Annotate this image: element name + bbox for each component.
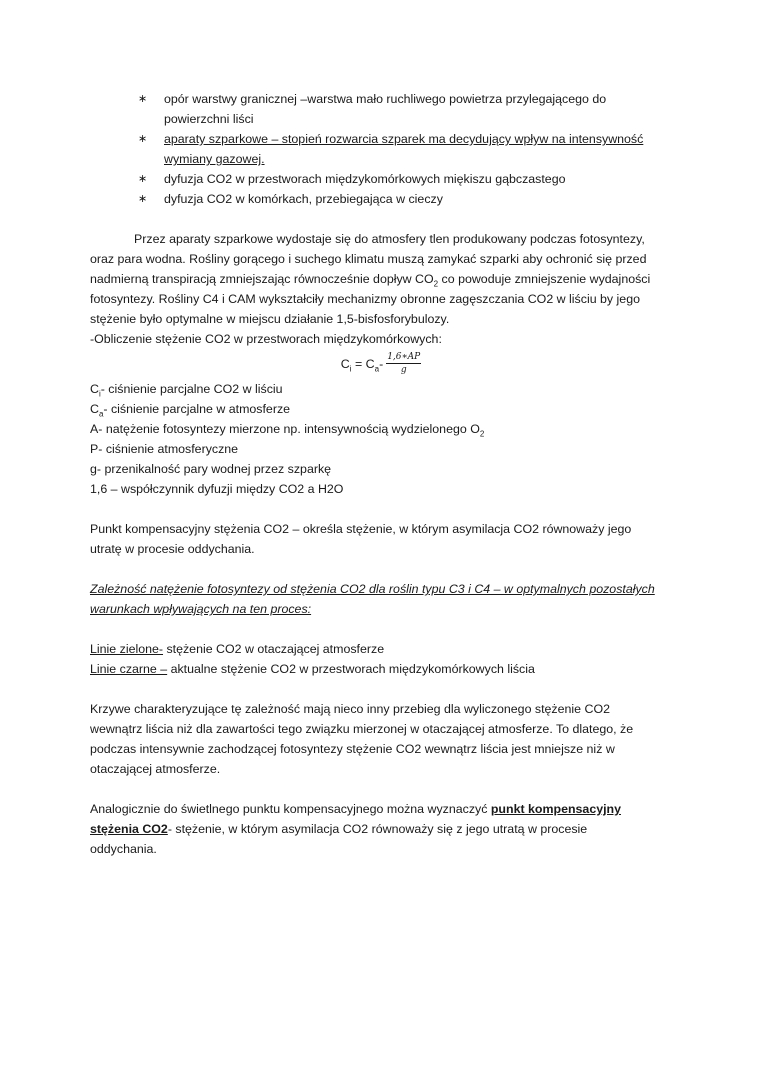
definition-a: A- natężenie fotosyntezy mierzone np. intensywnością wydzielonego $O_2$ bbox=[90, 422, 485, 439]
bullet-icon: ∗ bbox=[138, 93, 148, 105]
bullet-icon: ∗ bbox=[138, 193, 148, 205]
list-item bbox=[90, 189, 670, 209]
legend-black: Linie czarne – aktualne stężenie CO2 w przestworach międzykomórkowych liścia bbox=[90, 662, 535, 676]
formula-fraction bbox=[386, 352, 421, 376]
bullet-text: wymiany gazowej. bbox=[164, 152, 265, 166]
fraction-numerator: 1,6∗AP bbox=[387, 352, 421, 362]
definition-ca: $C_a-$ ciśnienie parcjalne w atmosferze bbox=[90, 402, 291, 419]
bullet-text: powierzchni liści bbox=[164, 112, 254, 126]
ci-formula bbox=[92, 349, 670, 379]
paragraph-line: utratę w procesie oddychania. bbox=[90, 542, 255, 556]
paragraph-line: oddychania. bbox=[90, 842, 157, 856]
paragraph-line: Analogicznie do świetlnego punktu kompensacyjnego można wyznaczyć punkt kompensacyjny bbox=[90, 802, 621, 816]
fraction-denominator: g bbox=[400, 365, 407, 375]
bullet-icon: ∗ bbox=[138, 173, 148, 185]
list-item bbox=[90, 129, 670, 169]
paragraph-line: Punkt kompensacyjny stężenia CO2 – określa stężenie, w którym asymilacja CO2 równoważy jego bbox=[90, 522, 632, 536]
heading-line: Zależność natężenie fotosyntezy od stężenia CO2 dla roślin typu C3 i C4 – w optymalnych pozostałych bbox=[90, 582, 655, 596]
bullet-text: dyfuzja CO2 w przestworach międzykomórkowych miękiszu gąbczastego bbox=[164, 172, 566, 186]
legend-green: Linie zielone- stężenie CO2 w otaczającej atmosferze bbox=[90, 642, 385, 656]
paragraph-line: stężenie było optymalne w miejscu działanie 1,5-bisfosforybulozy. bbox=[90, 312, 450, 326]
paragraph-line: stężenia CO2- stężenie, w którym asymilacja CO2 równoważy się z jego utratą w procesie bbox=[90, 822, 588, 836]
paragraph-line: podczas intensywnie zachodzącej fotosyntezy stężenie CO2 wewnątrz liścia jest mniejsze niż w bbox=[90, 742, 615, 756]
definition-p: P- ciśnienie atmosferyczne bbox=[90, 442, 239, 456]
definition-coefficient: 1,6 – współczynnik dyfuzji między CO2 a H2O bbox=[90, 482, 344, 496]
paragraph-curves bbox=[90, 699, 670, 779]
bullet-text: aparaty szparkowe – stopień rozwarcia szparek ma decydujący wpływ na intensywność bbox=[164, 132, 644, 146]
list-item bbox=[90, 169, 670, 189]
paragraph-analogy bbox=[90, 799, 670, 859]
definition-ci: $C_i-$ ciśnienie parcjalne CO2 w liściu bbox=[90, 382, 283, 399]
document-body bbox=[90, 89, 670, 859]
bullet-icon: ∗ bbox=[138, 133, 148, 145]
paragraph-line: -Obliczenie stężenie CO2 w przestworach międzykomórkowych: bbox=[90, 332, 442, 346]
bullet-text: opór warstwy granicznej –warstwa mało ruchliwego powietrza przylegającego do bbox=[164, 92, 607, 106]
paragraph-line: otaczającej atmosferze. bbox=[90, 762, 221, 776]
paragraph-stomata bbox=[90, 229, 670, 349]
list-item bbox=[90, 89, 670, 129]
paragraph-compensation-point bbox=[90, 519, 670, 559]
section-heading bbox=[90, 579, 670, 619]
symbol-definitions bbox=[90, 379, 670, 499]
paragraph-line: oraz para wodna. Rośliny gorącego i suchego klimatu muszą zamykać szparki aby ochronić się przed bbox=[90, 252, 647, 266]
paragraph-line: Krzywe charakteryzujące tę zależność mają nieco inny przebieg dla wyliczonego stężenie CO2 bbox=[90, 702, 610, 716]
paragraph-line: fotosyntezy. Rośliny C4 i CAM wykształciły mechanizmy obronne zagęszczania CO2 w liściu by jego bbox=[90, 292, 640, 306]
paragraph-line: nadmierną transpiracją zmniejszając równocześnie dopływ $CO_2$ co powoduje zmniejszenie wydajności bbox=[90, 272, 651, 289]
formula-lhs: $C_i = C_a-$ bbox=[340, 357, 384, 374]
bullet-list bbox=[90, 89, 670, 209]
heading-line: warunkach wpływających na ten proces: bbox=[90, 602, 312, 616]
paragraph-line: wewnątrz liścia niż dla zawartości tego związku mierzonej w otaczającej atmosferze. To dlatego, że bbox=[90, 722, 634, 736]
bullet-text: dyfuzja CO2 w komórkach, przebiegająca w cieczy bbox=[164, 192, 443, 206]
paragraph-line: Przez aparaty szparkowe wydostaje się do atmosfery tlen produkowany podczas fotosyntezy, bbox=[134, 232, 645, 246]
definition-g: g- przenikalność pary wodnej przez szparkę bbox=[90, 462, 332, 476]
lines-legend bbox=[90, 639, 670, 679]
